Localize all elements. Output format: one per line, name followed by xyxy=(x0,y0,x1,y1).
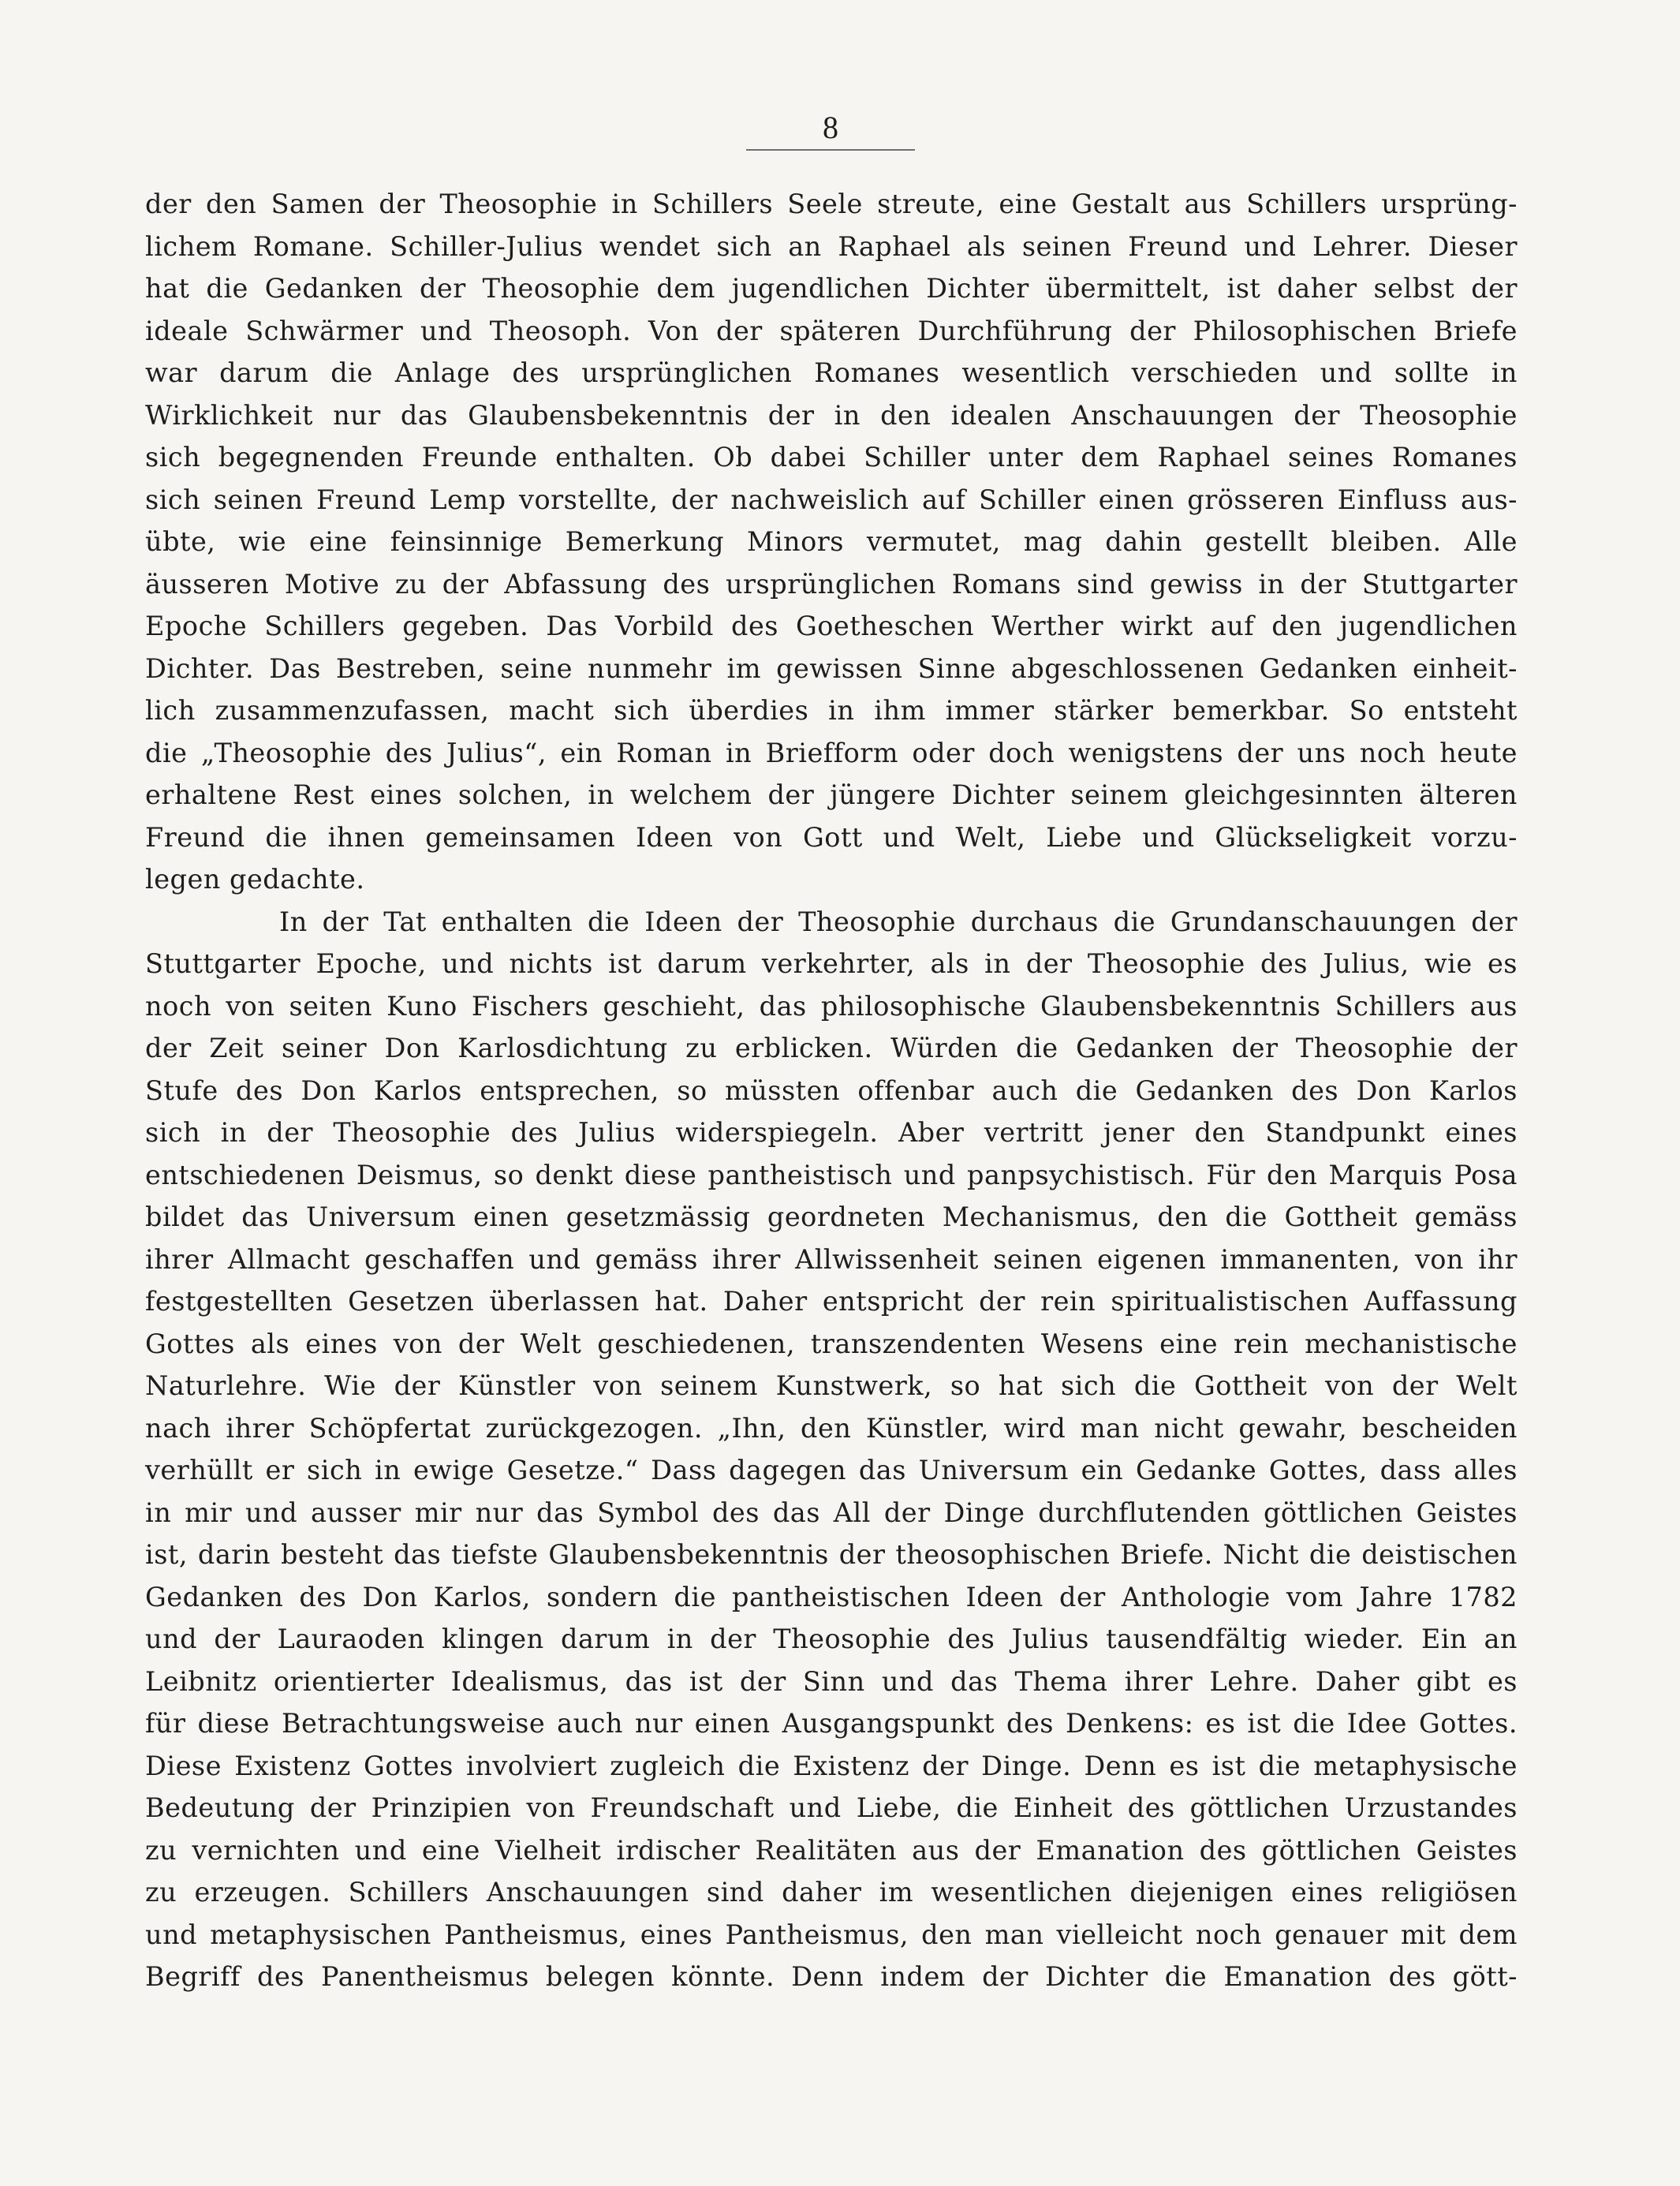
body-text xyxy=(145,183,1518,1998)
text-line: Gottes als eines von der Welt geschiedenen, transzendenten Wesens eine rein mechanistische xyxy=(145,1328,1518,1359)
text-line: zu vernichten und eine Vielheit irdischer Realitäten aus der Emanation des göttlichen Geistes xyxy=(145,1834,1518,1866)
text-line: die „Theosophie des Julius“, ein Roman in Briefform oder doch wenigstens der uns noch heute xyxy=(145,737,1518,768)
text-line: Epoche Schillers gegeben. Das Vorbild des Goetheschen Werther wirkt auf den jugendlichen xyxy=(145,611,1518,641)
text-line: für diese Betrachtungsweise auch nur einen Ausgangspunkt des Denkens: es ist die Idee Gottes. xyxy=(145,1708,1518,1739)
text-line: festgestellten Gesetzen überlassen hat. Daher entspricht der rein spiritualistischen Auffassung xyxy=(145,1286,1518,1317)
text-line: Stufe des Don Karlos entsprechen, so müssten offenbar auch die Gedanken des Don Karlos xyxy=(145,1074,1518,1106)
text-line: Begriff des Panentheismus belegen könnte. Denn indem der Dichter die Emanation des gött- xyxy=(145,1961,1518,1992)
text-line: sich seinen Freund Lemp vorstellte, der nachweislich auf Schiller einen grösseren Einfluss aus- xyxy=(145,484,1518,515)
text-line: war darum die Anlage des ursprünglichen Romanes wesentlich verschieden und sollte in xyxy=(145,357,1518,388)
text-line: Stuttgarter Epoche, und nichts ist darum verkehrter, als in der Theosophie des Julius, wie es xyxy=(145,948,1518,979)
header-rule xyxy=(746,149,915,151)
text-line: und metaphysischen Pantheismus, eines Pantheismus, den man vielleicht noch genauer mit dem xyxy=(145,1919,1518,1950)
text-line: erhaltene Rest eines solchen, in welchem der jüngere Dichter seinem gleichgesinnten älteren xyxy=(145,779,1518,810)
text-line: legen gedachte. xyxy=(145,864,365,895)
text-line: noch von seiten Kuno Fischers geschieht, das philosophische Glaubensbekenntnis Schillers aus xyxy=(145,990,1518,1022)
text-line: der Zeit seiner Don Karlosdichtung zu erblicken. Würden die Gedanken der Theosophie der xyxy=(145,1033,1518,1063)
text-line: hat die Gedanken der Theosophie dem jugendlichen Dichter übermittelt, ist daher selbst der xyxy=(145,273,1518,304)
text-line: in mir und ausser mir nur das Symbol des das All der Dinge durchflutenden göttlichen Geistes xyxy=(145,1497,1518,1528)
text-line: ihrer Allmacht geschaffen und gemäss ihrer Allwissenheit seinen eigenen immanenten, von ihr xyxy=(145,1243,1518,1275)
text-line: Diese Existenz Gottes involviert zugleich die Existenz der Dinge. Denn es ist die metaphysische xyxy=(145,1750,1518,1781)
text-line: ideale Schwärmer und Theosoph. Von der späteren Durchführung der Philosophischen Briefe xyxy=(145,315,1518,346)
text-line: sich begegnenden Freunde enthalten. Ob dabei Schiller unter dem Raphael seines Romanes xyxy=(145,442,1518,473)
text-line: entschiedenen Deismus, so denkt diese pantheistisch und panpsychistisch. Für den Marquis Posa xyxy=(145,1159,1518,1190)
text-line: ist, darin besteht das tiefste Glaubensbekenntnis der theosophischen Briefe. Nicht die deistischen xyxy=(145,1539,1518,1570)
text-line: sich in der Theosophie des Julius widerspiegeln. Aber vertritt jener den Standpunkt eines xyxy=(145,1117,1518,1148)
page-number: 8 xyxy=(823,110,838,145)
text-line: nach ihrer Schöpfertat zurückgezogen. „Ihn, den Künstler, wird man nicht gewahr, bescheiden xyxy=(145,1412,1518,1444)
text-line: In der Tat enthalten die Ideen der Theosophie durchaus die Grundanschauungen der xyxy=(279,906,1518,937)
text-line: Wirklichkeit nur das Glaubensbekenntnis der in den idealen Anschauungen der Theosophie xyxy=(145,399,1518,431)
text-line: bildet das Universum einen gesetzmässig geordneten Mechanismus, den die Gottheit gemäss xyxy=(145,1201,1518,1232)
text-line: lich zusammenzufassen, macht sich überdies in ihm immer stärker bemerkbar. So entsteht xyxy=(145,695,1518,726)
text-line: Naturlehre. Wie der Künstler von seinem Kunstwerk, so hat sich die Gottheit von der Welt xyxy=(145,1370,1518,1401)
text-line: Bedeutung der Prinzipien von Freundschaft und Liebe, die Einheit des göttlichen Urzustandes xyxy=(145,1792,1518,1823)
text-line: Leibnitz orientierter Idealismus, das ist der Sinn und das Thema ihrer Lehre. Daher gibt es xyxy=(145,1665,1518,1697)
text-line: äusseren Motive zu der Abfassung des ursprünglichen Romans sind gewiss in der Stuttgarter xyxy=(145,568,1518,600)
text-line: verhüllt er sich in ewige Gesetze.“ Dass dagegen das Universum ein Gedanke Gottes, dass alles xyxy=(145,1455,1518,1485)
page-number-wrap xyxy=(746,109,915,147)
text-line: zu erzeugen. Schillers Anschauungen sind daher im wesentlichen diejenigen eines religiösen xyxy=(145,1877,1518,1908)
text-line: und der Lauraoden klingen darum in der Theosophie des Julius tausendfältig wieder. Ein an xyxy=(145,1624,1518,1654)
text-line: Dichter. Das Bestreben, seine nunmehr im gewissen Sinne abgeschlossenen Gedanken einheit- xyxy=(145,652,1518,684)
text-line: der den Samen der Theosophie in Schillers Seele streute, eine Gestalt aus Schillers ursprüng- xyxy=(145,189,1518,219)
text-line: übte, wie eine feinsinnige Bemerkung Minors vermutet, mag dahin gestellt bleiben. Alle xyxy=(145,526,1518,557)
text-line: lichem Romane. Schiller-Julius wendet sich an Raphael als seinen Freund und Lehrer. Dieser xyxy=(145,230,1518,262)
text-line: Freund die ihnen gemeinsamen Ideen von Gott und Welt, Liebe und Glückseligkeit vorzu- xyxy=(145,821,1518,853)
text-line: Gedanken des Don Karlos, sondern die pantheistischen Ideen der Anthologie vom Jahre 1782 xyxy=(145,1581,1518,1612)
